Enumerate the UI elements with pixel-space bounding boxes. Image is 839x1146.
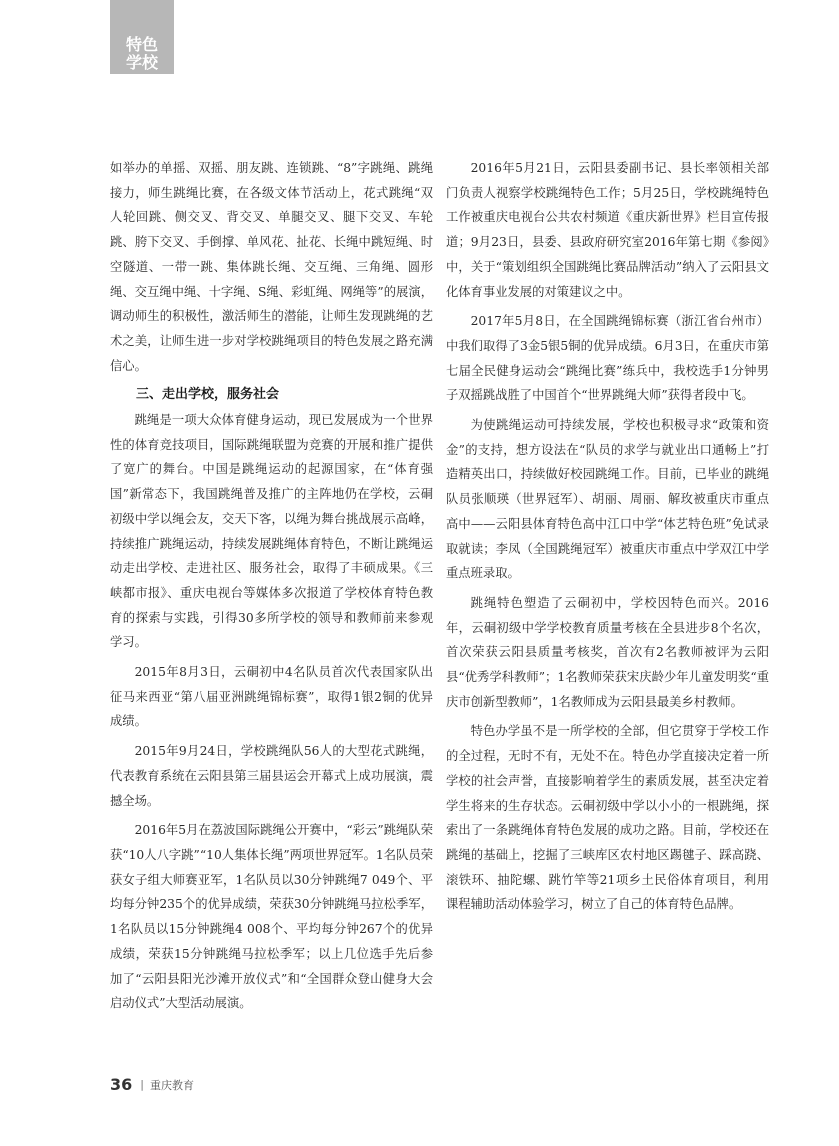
page-number: 36 [110,1075,133,1094]
section-tag-line2: 学校 [125,53,158,72]
paragraph: 2015年9月24日，学校跳绳队56人的大型花式跳绳，代表教育系统在云阳县第三届县运会开幕式上成功展演，震撼全场。 [110,744,433,808]
page-footer [110,1075,194,1094]
paragraph: 2015年8月3日，云硐初中4名队员首次代表国家队出征马来西亚“第八届亚洲跳绳锦标赛”，取得1银2铜的优异成绩。 [110,665,433,729]
paragraph: 2017年5月8日，在全国跳绳锦标赛（浙江省台州市）中我们取得了3金5银5铜的优异成绩。6月3日，在重庆市第七届全民健身运动会“跳绳比赛”练兵中，我校选手1分钟男子双摇跳战胜了中国首个“世界跳绳大师”获得者段中飞。 [446,314,769,403]
section-heading: 三、走出学校，服务社会 [136,387,280,403]
paragraph: 2016年5月21日，云阳县委副书记、县长率领相关部门负责人视察学校跳绳特色工作；5月25日，学校跳绳特色工作被重庆电视台公共农村频道《重庆新世界》栏目宣传报道；9月23日，县委、县政府研究室2016年第七期《参阅》中，关于“策划组织全国跳绳比赛品牌活动”纳入了云阳县文化体育事业发展的对策建议之中。 [446,161,769,299]
left-column [110,156,433,1021]
paragraph: 如举办的单摇、双摇、朋友跳、连锁跳、“8”字跳绳、跳绳接力，师生跳绳比赛，在各级文体节活动上，花式跳绳“双人轮回跳、侧交叉、背交叉、单腿交叉、腿下交叉、车轮跳、胯下交叉、手倒撑、单风花、扯花、长绳中跳短绳、时空隧道、一带一跳、集体跳长绳、交互绳、三角绳、圆形绳、交互绳中绳、十字绳、S绳、彩虹绳、网绳等”的展演，调动师生的积极性，激活师生的潜能，让师生发现跳绳的艺术之美，让师生进一步对学校跳绳项目的特色发展之路充满信心。 [110,161,433,373]
paragraph: 跳绳特色塑造了云硐初中，学校因特色而兴。2016年，云硐初级中学学校教育质量考核在全县进步8个名次，首次荣获云阳县质量考核奖，首次有2名教师被评为云阳县“优秀学科教师”；1名教师荣获宋庆龄少年儿童发明奖“重庆市创新型教师”，1名教师成为云阳县最美乡村教师。 [446,595,769,709]
paragraph: 特色办学虽不是一所学校的全部，但它贯穿于学校工作的全过程，无时不有，无处不在。特色办学直接决定着一所学校的社会声誉，直接影响着学生的素质发展，甚至决定着学生将来的生存状态。云硐初级中学以小小的一根跳绳，探索出了一条跳绳体育特色发展的成功之路。目前，学校还在跳绳的基础上，挖掘了三峡库区农村地区踢毽子、踩高跷、滚铁环、抽陀螺、跳竹竿等21项乡土民俗体育项目，利用课程辅助活动体验学习，树立了自己的体育特色品牌。 [446,724,769,912]
footer-separator: | [140,1078,144,1091]
section-tag-line1: 特色 [125,35,158,54]
paragraph: 跳绳是一项大众体育健身运动，现已发展成为一个世界性的体育竞技项目，国际跳绳联盟为竞赛的开展和推广提供了宽广的舞台。中国是跳绳运动的起源国家，在“体育强国”新常态下，我国跳绳普及推广的主阵地仍在学校，云硐初级中学以绳会友，交天下客，以绳为舞台挑战展示高峰，持续推广跳绳运动，持续发展跳绳体育特色，不断让跳绳运动走出学校、走进社区、服务社会，取得了丰硕成果。《三峡都市报》、重庆电视台等媒体多次报道了学校体育特色教育的探索与实践，引得30多所学校的领导和教师前来参观学习。 [110,413,433,650]
section-tag [110,0,174,74]
journal-name: 重庆教育 [149,1078,194,1092]
paragraph: 为使跳绳运动可持续发展，学校也积极寻求“政策和资金”的支持，想方设法在“队员的求学与就业出口通畅上”打造精英出口，持续做好校园跳绳工作。目前，已毕业的跳绳队员张顺瑛（世界冠军）、胡丽、周丽、解玫被重庆市重点高中——云阳县体育特色高中江口中学“体艺特色班”免试录取就读；李凤（全国跳绳冠军）被重庆市重点中学双江中学重点班录取。 [446,418,769,581]
right-column [446,156,769,922]
paragraph: 2016年5月在荔波国际跳绳公开赛中，“彩云”跳绳队荣获“10人八字跳”“10人集体长绳”两项世界冠军。1名队员荣获女子组大师赛亚军，1名队员以30分钟跳绳7 049个、平均每分钟235个的优异成绩，荣获30分钟跳绳马拉松季军，1名队员以15分钟跳绳4 008个、平均每分钟267个的优异成绩，荣获15分钟跳绳马拉松季军；以上几位选手先后参加了“云阳县阳光沙滩开放仪式”和“全国群众登山健身大会启动仪式”大型活动展演。 [110,823,433,1011]
